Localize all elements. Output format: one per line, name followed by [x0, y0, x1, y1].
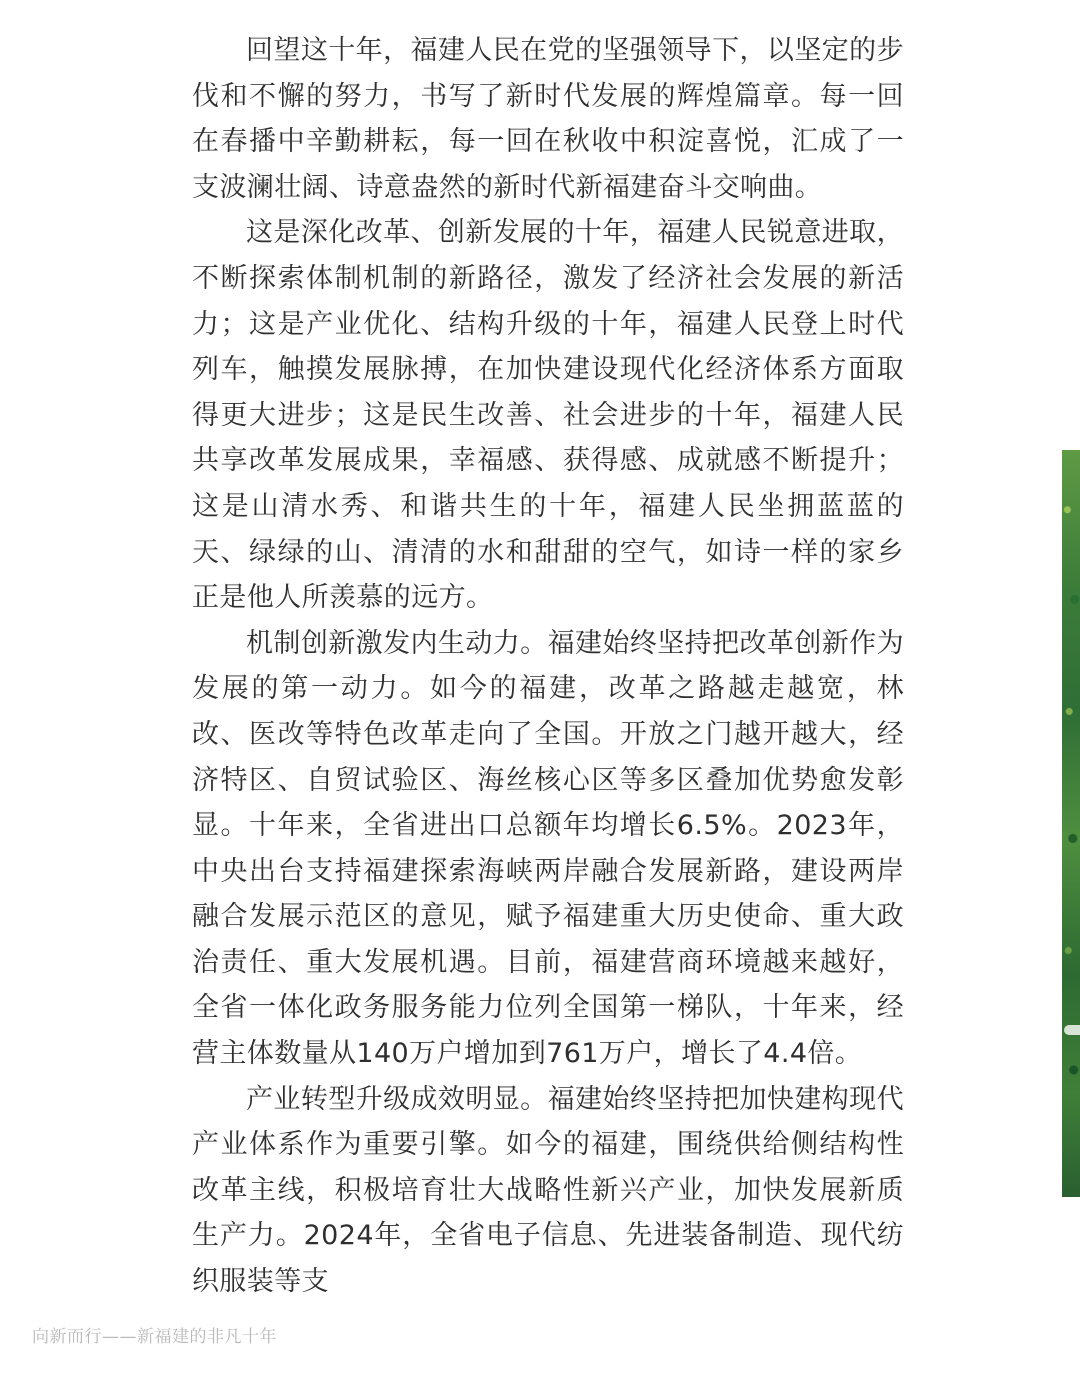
article-body	[192, 28, 904, 1305]
side-photo-strip	[1062, 450, 1080, 1197]
running-footer: 向新而行——新福建的非凡十年	[32, 1327, 277, 1347]
paragraph-1: 回望这十年，福建人民在党的坚强领导下，以坚定的步伐和不懈的努力，书写了新时代发展的辉煌篇章。每一回在春播中辛勤耕耘，每一回在秋收中积淀喜悦，汇成了一支波澜壮阔、诗意盎然的新时代新福建奋斗交响曲。	[192, 35, 904, 203]
paragraph-3: 机制创新激发内生动力。福建始终坚持把改革创新作为发展的第一动力。如今的福建，改革之路越走越宽，林改、医改等特色改革走向了全国。开放之门越开越大，经济特区、自贸试验区、海丝核心区等多区叠加优势愈发彰显。十年来，全省进出口总额年均增长6.5%。2023年，中央出台支持福建探索海峡两岸融合发展新路，建设两岸融合发展示范区的意见，赋予福建重大历史使命、重大政治责任、重大发展机遇。目前，福建营商环境越来越好，全省一体化政务服务能力位列全国第一梯队，十年来，经营主体数量从140万户增加到761万户，增长了4.4倍。	[192, 627, 904, 1070]
photo-highlight	[1064, 1025, 1080, 1035]
paragraph-4: 产业转型升级成效明显。福建始终坚持把加快建构现代产业体系作为重要引擎。如今的福建，围绕供给侧结构性改革主线，积极培育壮大战略性新兴产业，加快发展新质生产力。2024年，全省电子信息、先进装备制造、现代纺织服装等支	[192, 1083, 904, 1298]
paragraph-2: 这是深化改革、创新发展的十年，福建人民锐意进取，不断探索体制机制的新路径，激发了经济社会发展的新活力；这是产业优化、结构升级的十年，福建人民登上时代列车，触摸发展脉搏，在加快建设现代化经济体系方面取得更大进步；这是民生改善、社会进步的十年，福建人民共享改革发展成果，幸福感、获得感、成就感不断提升；这是山清水秀、和谐共生的十年，福建人民坐拥蓝蓝的天、绿绿的山、清清的水和甜甜的空气，如诗一样的家乡正是他人所羡慕的远方。	[192, 217, 904, 614]
